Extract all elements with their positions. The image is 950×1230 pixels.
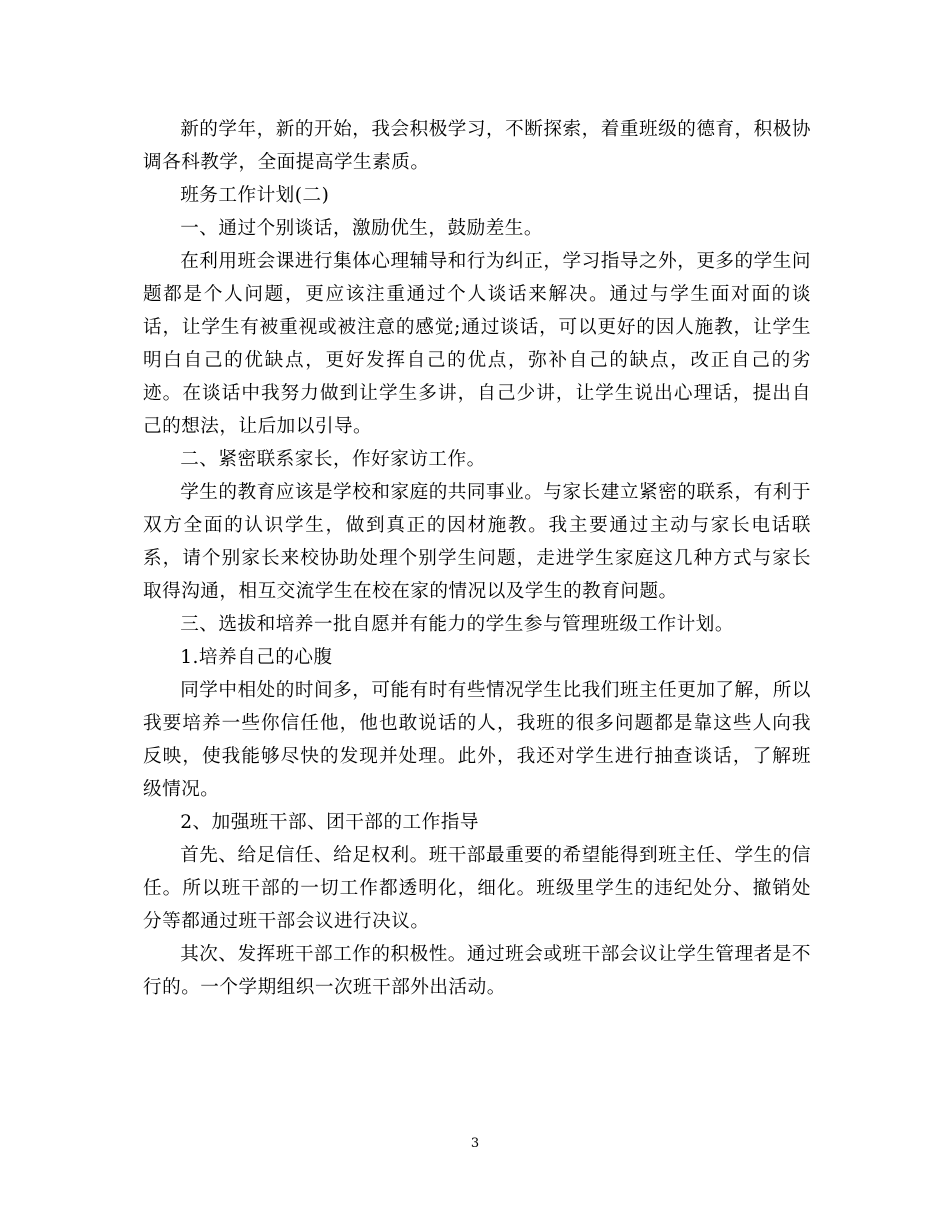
subheading-trusted-students: 1.培养自己的心腹 xyxy=(180,647,333,668)
paragraph-trust-and-authority: 首先、给足信任、给足权利。班干部最重要的希望能得到班主任、学生的信任。所以班干部的一切工作都透明化，细化。班级里学生的违纪处分、撤销处分等都通过班干部会议进行决议。 xyxy=(143,845,811,932)
paragraph-contact-parents: 学生的教育应该是学校和家庭的共同事业。与家长建立紧密的联系，有利于双方全面的认识学生，做到真正的因材施教。我主要通过主动与家长电话联系，请个别家长来校协助处理个别学生问题，走进学生家庭这几种方式与家长取得沟通，相互交流学生在校在家的情况以及学生的教育问题。 xyxy=(143,482,811,602)
paragraph-semester-plan: 新的学年，新的开始，我会积极学习，不断探索，着重班级的德育，积极协调各科教学，全面提高学生素质。 xyxy=(143,119,811,173)
subheading-cadre-guidance: 2、加强班干部、团干部的工作指导 xyxy=(180,812,479,833)
document-body xyxy=(143,113,811,1004)
paragraph-trusted-students: 同学中相处的时间多，可能有时有些情况学生比我们班主任更加了解，所以我要培养一些你信任他，他也敢说话的人，我班的很多问题都是靠这些人向我反映，使我能够尽快的发现并处理。此外，我还对学生进行抽查谈话，了解班级情况。 xyxy=(143,680,811,800)
heading-contact-parents: 二、紧密联系家长，作好家访工作。 xyxy=(180,449,486,470)
section-title-class-work-plan-2: 班务工作计划(二) xyxy=(180,185,330,206)
heading-individual-talks: 一、通过个别谈话，激励优生，鼓励差生。 xyxy=(180,218,543,239)
paragraph-individual-talks: 在利用班会课进行集体心理辅导和行为纠正，学习指导之外，更多的学生问题都是个人问题，更应该注重通过个人谈话来解决。通过与学生面对面的谈话，让学生有被重视或被注意的感觉;通过谈话，可以更好的因人施教，让学生明白自己的优缺点，更好发挥自己的优点，弥补自己的缺点，改正自己的劣迹。在谈话中我努力做到让学生多讲，自己少讲，让学生说出心理话，提出自己的想法，让后加以引导。 xyxy=(143,251,811,437)
page-number: 3 xyxy=(470,1136,480,1151)
heading-select-student-managers: 三、选拔和培养一批自愿并有能力的学生参与管理班级工作计划。 xyxy=(180,614,734,635)
paragraph-cadre-motivation: 其次、发挥班干部工作的积极性。通过班会或班干部会议让学生管理者是不行的。一个学期组织一次班干部外出活动。 xyxy=(143,944,811,998)
